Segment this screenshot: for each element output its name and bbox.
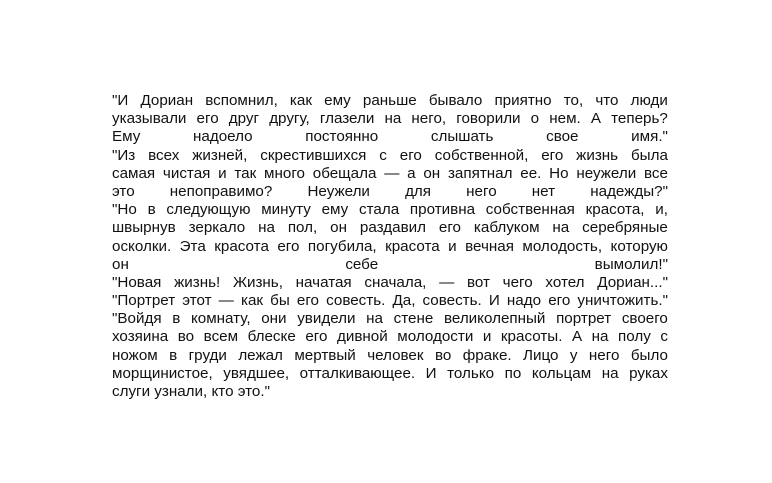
- text-line: морщинистое, увядшее, отталкивающее. И только по кольцам на руках: [112, 364, 668, 382]
- quote-paragraph: [112, 274, 668, 292]
- text-line: "Портрет этот — как бы его совесть. Да, совесть. И надо его уничтожить.": [112, 292, 668, 310]
- text-line: хозяина во всем блеске его дивной молодости и красоты. А на полу с: [112, 328, 668, 346]
- quote-paragraph: [112, 201, 668, 274]
- text-line: это непоправимо? Неужели для него нет надежды?": [112, 182, 668, 200]
- quote-paragraph: [112, 147, 668, 202]
- text-line: указывали его друг другу, глазели на него, говорили о нем. А теперь?: [112, 110, 668, 128]
- quote-paragraph: [112, 92, 668, 147]
- text-line: "Новая жизнь! Жизнь, начатая сначала, — вот чего хотел Дориан...": [112, 273, 668, 291]
- text-line: "Но в следующую минуту ему стала противна собственная красота, и,: [112, 201, 668, 219]
- text-line: ножом в груди лежал мертвый человек во фраке. Лицо у него было: [112, 346, 668, 364]
- text-line: осколки. Эта красота его погубила, красота и вечная молодость, которую: [112, 237, 668, 255]
- document-body: [112, 92, 668, 401]
- text-line: он себе вымолил!": [112, 255, 668, 273]
- text-line: слуги узнали, кто это.": [112, 383, 270, 400]
- text-line: "Войдя в комнату, они увидели на стене великолепный портрет своего: [112, 310, 668, 328]
- quote-paragraph: [112, 310, 668, 401]
- text-line: швырнув зеркало на пол, он раздавил его каблуком на серебряные: [112, 219, 668, 237]
- text-line: "И Дориан вспомнил, как ему раньше бывало приятно то, что люди: [112, 92, 668, 109]
- text-line: "Из всех жизней, скрестившихся с его собственной, его жизнь была: [112, 146, 668, 164]
- quote-paragraph: [112, 292, 668, 310]
- text-line: самая чистая и так много обещала — а он запятнал ее. Но неужели все: [112, 164, 668, 182]
- text-line: Ему надоело постоянно слышать свое имя.": [112, 128, 668, 146]
